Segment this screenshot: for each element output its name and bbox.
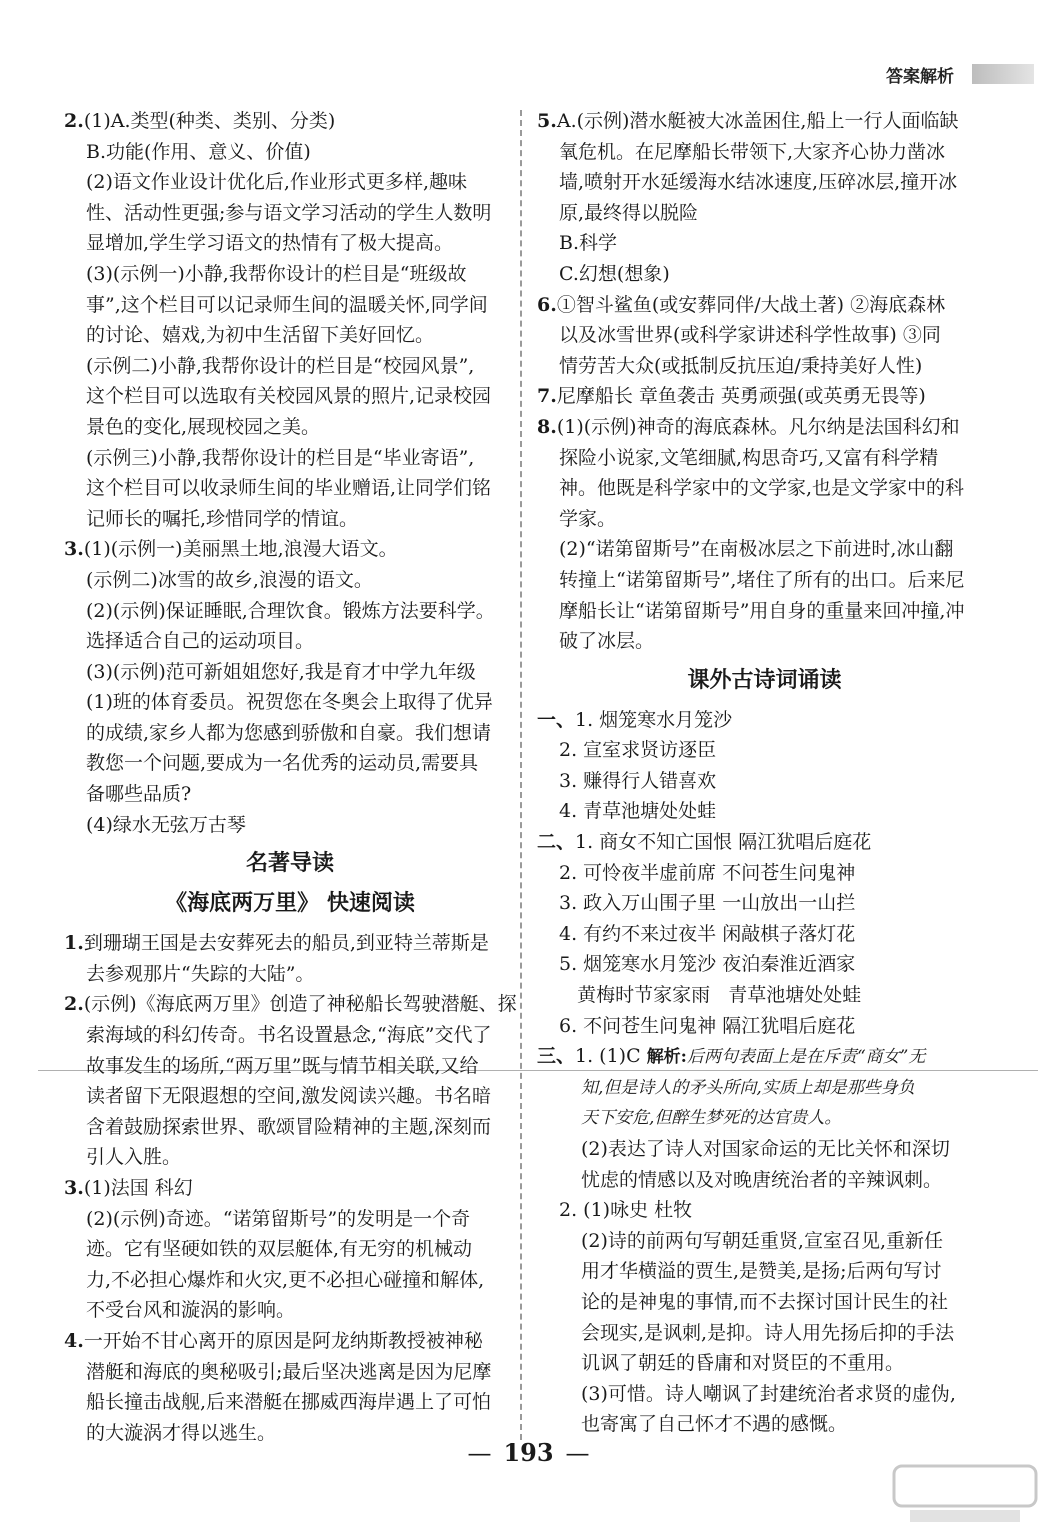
text-line: (3)可惜。诗人嘲讽了封建统治者求贤的虚伪, (581, 1382, 956, 1405)
text-line: 的成绩,家乡人都为您感到骄傲和自豪。我们想请 (86, 721, 492, 744)
q2-line-1: 2.(1)A.类型(种类、类别、分类) (64, 110, 336, 132)
text-line: (2)(示例)奇迹。“诺第留斯号”的发明是一个奇 (86, 1207, 471, 1230)
text-line: (示例二)小静,我帮你设计的栏目是“校园风景”, (86, 354, 475, 377)
text-line: 墙,喷射开水延缓海水结冰速度,压碎冰层,撞开冰 (559, 171, 958, 194)
column-divider (520, 110, 522, 1440)
r1-line-1: 1.到珊瑚王国是去安葬死去的船员,到亚特兰蒂斯是 (64, 932, 489, 955)
text-line: 的讨论、嬉戏,为初中生活留下美好回忆。 (86, 324, 435, 347)
r4-line-1: 4.一开始不甘心离开的原因是阿龙纳斯教授被神秘 (64, 1329, 483, 1352)
text-line: 摩船长让“诺第留斯号”用自身的重量来回冲撞,冲 (559, 599, 965, 622)
text-line: 2. 宣室求贤访逐臣 (559, 739, 717, 762)
page-number-value: 193 (503, 1438, 554, 1467)
text-line: 读者留下无限遐想的空间,激发阅读兴趣。书名暗 (86, 1085, 492, 1108)
text-line: 故事发生的场所,“两万里”既与情节相关联,又给 (86, 1054, 479, 1077)
text-line: (2)(示例)保证睡眠,合理饮食。锻炼方法要科学。 (86, 599, 495, 622)
watermark-logo (890, 1462, 1040, 1526)
text-line: 讥讽了朝廷的昏庸和对贤臣的不重用。 (581, 1352, 905, 1375)
text-line: (4)绿水无弦万古琴 (86, 813, 246, 836)
q2-part3 (64, 259, 516, 351)
text-line: 4. 青草池塘处处蛙 (559, 800, 717, 823)
text-line: 氧危机。在尼摩船长带领下,大家齐心协力凿冰 (559, 140, 946, 163)
text-line: B.科学 (559, 232, 618, 255)
text-line: (3)(示例)范可新姐姐您好,我是育才中学九年级 (86, 660, 476, 683)
q2-example2 (64, 351, 516, 443)
q3-line-1: 3.(1)(示例一)美丽黑土地,浪漫大语文。 (64, 538, 398, 561)
text-line: 也寄寓了自己怀才不遇的感慨。 (581, 1413, 848, 1436)
text-line: (3)(示例一)小静,我帮你设计的栏目是“班级故 (86, 262, 467, 285)
q3-part3 (64, 657, 516, 810)
text-line: 性、活动性更强;参与语文学习活动的学生人数明 (86, 201, 492, 224)
text-line: 忧虑的情感以及对晚唐统治者的辛辣讽刺。 (581, 1168, 943, 1191)
text-line: 2. 可怜夜半虚前席 不问苍生问鬼神 (559, 861, 856, 884)
text-line: 含着鼓励探索世界、歌颂冒险精神的主题,深刻而 (86, 1115, 492, 1138)
section-subtitle-book: 《海底两万里》 快速阅读 (165, 891, 415, 917)
text-line: 4. 有约不来过夜半 闲敲棋子落灯花 (559, 922, 856, 945)
text-line: 3. 赚得行人错喜欢 (559, 769, 717, 792)
text-line: 显增加,学生学习语文的热情有了极大提高。 (86, 232, 454, 255)
dash-left: — (467, 1439, 492, 1467)
left-column (64, 106, 516, 1448)
text-line: (1)班的体育委员。祝贺您在冬奥会上取得了优异 (86, 691, 493, 714)
text-line: 黄梅时节家家雨 青草池塘处处蛙 (559, 984, 862, 1007)
text-line: (2)语文作业设计优化后,作业形式更多样,趣味 (86, 171, 467, 194)
section-title-poetry: 课外古诗词诵读 (687, 667, 842, 693)
text-line: 力,不必担心爆炸和火灾,更不必担心碰撞和解体, (86, 1268, 485, 1291)
text-line: 迹。它有坚硬如铁的双层艇体,有无穷的机械动 (86, 1238, 473, 1261)
text-line: 这个栏目可以收录师生间的毕业赠语,让同学们铭 (86, 477, 492, 500)
text-line: 情劳苦大众(或抵制反抗压迫/秉持美好人性) (559, 354, 923, 377)
section-title-classics: 名著导读 (245, 851, 334, 877)
text-line: 会现实,是讽刺,是抑。诗人用先扬后抑的手法 (581, 1321, 955, 1344)
r8-line-1: 8.(1)(示例)神奇的海底森林。凡尔纳是法国科幻和 (537, 415, 960, 438)
text-line: 原,最终得以脱险 (559, 201, 699, 224)
dash-right: — (565, 1439, 590, 1467)
s1-line-1: 一、1. 烟笼寒水月笼沙 (537, 708, 733, 731)
text-line: (示例二)冰雪的故乡,浪漫的语文。 (86, 568, 373, 591)
r2-line-1: 2.(示例)《海底两万里》创造了神秘船长驾驶潜艇、探 (64, 993, 517, 1016)
q2-example3 (64, 443, 516, 535)
text-line: 破了冰层。 (559, 630, 655, 653)
text-line: 索海域的科幻传奇。书名设置悬念,“海底”交代了 (86, 1024, 492, 1047)
text-line: 神。他既是科学家中的文学家,也是文学家中的科 (559, 477, 965, 500)
text-line: 潜艇和海底的奥秘吸引;最后坚决逃离是因为尼摩 (86, 1360, 492, 1383)
text-line: 选择适合自己的运动项目。 (86, 630, 315, 653)
right-column (537, 106, 992, 1440)
header-bar (972, 64, 1034, 84)
q2-line-2: B.功能(作用、意义、价值) (86, 140, 311, 163)
text-line: 3. 政入万山围子里 一山放出一山拦 (559, 892, 856, 915)
text-line: 的大漩涡才得以逃生。 (86, 1421, 277, 1444)
text-line: 备哪些品质? (86, 783, 192, 806)
s2-line-1: 二、1. 商女不知亡国恨 隔江犹唱后庭花 (537, 831, 872, 854)
text-line: (2)表达了诗人对国家命运的无比关怀和深切 (581, 1138, 950, 1160)
text-line: 事”,这个栏目可以记录师生间的温暖关怀,同学间 (86, 293, 488, 316)
text-line: 景色的变化,展现校园之美。 (86, 415, 321, 438)
text-line: C.幻想(想象) (559, 262, 670, 285)
text-line: 用才华横溢的贾生,是赞美,是扬;后两句写讨 (581, 1260, 942, 1283)
text-line: 知,但是诗人的矛头所向,实质上却是那些身负 (581, 1077, 915, 1098)
r5-line-1: 5.A.(示例)潜水艇被大冰盖困住,船上一行人面临缺 (537, 110, 959, 132)
text-line: 转撞上“诺第留斯号”,堵住了所有的出口。后来尼 (559, 568, 965, 591)
q2-part2 (64, 167, 516, 259)
text-line: (示例三)小静,我帮你设计的栏目是“毕业寄语”, (86, 446, 475, 469)
s3-line-1: 三、1. (1)C 解析:后两句表面上是在斥责“商女”无 (537, 1045, 926, 1068)
text-line: 天下安危,但醉生梦死的达官贵人。 (581, 1108, 842, 1129)
text-line: 以及冰雪世界(或科学家讲述科学性故事) ③同 (559, 324, 941, 347)
r6-line-1: 6.①智斗鲨鱼(或安葬同伴/大战土著) ②海底森林 (537, 293, 946, 316)
text-line: 船长撞击战舰,后来潜艇在挪威西海岸遇上了可怕 (86, 1391, 492, 1414)
text-line: 6. 不问苍生问鬼神 隔江犹唱后庭花 (559, 1014, 856, 1037)
text-line: (2)“诺第留斯号”在南极冰层之下前进时,冰山翻 (559, 538, 954, 561)
r7-line: 7.尼摩船长 章鱼袭击 英勇顽强(或英勇无畏等) (537, 385, 926, 408)
text-line: 去参观那片“失踪的大陆”。 (86, 962, 315, 985)
r3-line-1: 3.(1)法国 科幻 (64, 1177, 193, 1199)
text-line: 学家。 (559, 507, 617, 530)
text-line: (2)诗的前两句写朝廷重贤,宣室召见,重新任 (581, 1229, 943, 1252)
text-line: 探险小说家,文笔细腻,构思奇巧,又富有科学精 (559, 446, 939, 469)
text-line: 教您一个问题,要成为一名优秀的运动员,需要具 (86, 752, 479, 775)
text-line: 引人入胜。 (86, 1146, 182, 1169)
text-line: 5. 烟笼寒水月笼沙 夜泊秦淮近酒家 (559, 953, 856, 976)
text-line: 这个栏目可以选取有关校园风景的照片,记录校园 (86, 385, 492, 408)
text-line: 不受台风和漩涡的影响。 (86, 1299, 296, 1322)
header-label: 答案解析 (886, 67, 954, 87)
text-line: 记师长的嘱托,珍惜同学的情谊。 (86, 507, 359, 530)
text-line: 2. (1)咏史 杜牧 (559, 1199, 693, 1222)
text-line: 论的是神鬼的事情,而不去探讨国计民生的社 (581, 1290, 949, 1313)
